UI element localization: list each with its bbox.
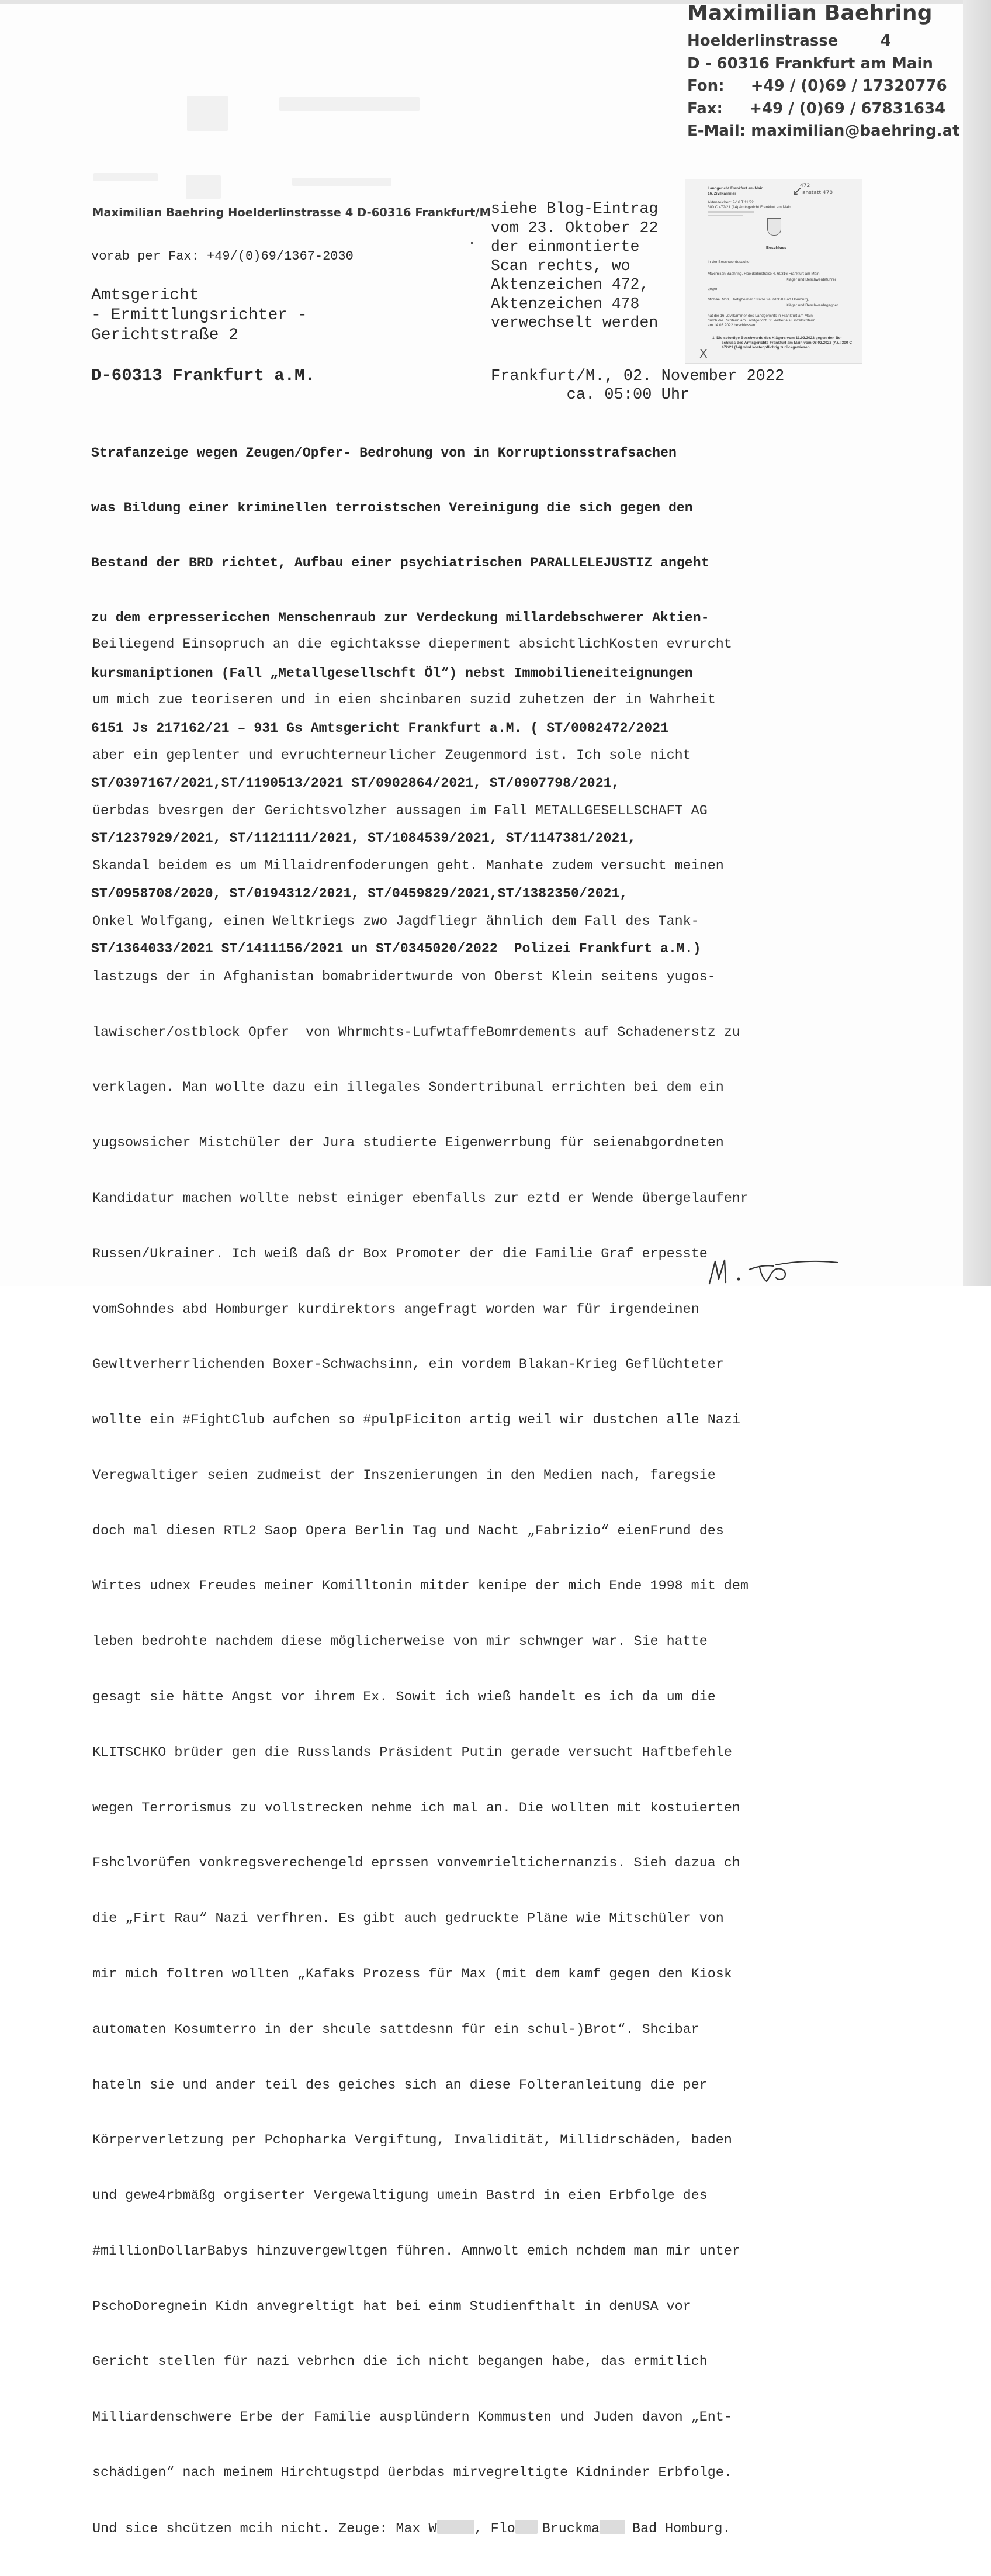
inset-text-line <box>708 211 754 213</box>
body-line: Beiliegend Einsopruch an die egichtaksse dieperment absichtlichKosten evrurcht <box>92 637 732 653</box>
bleed-through-mark <box>292 178 391 186</box>
subject-line: Bestand der BRD richtet, Aufbau einer psychiatrischen PARALLELEJUSTIZ angeht <box>91 555 709 571</box>
inset-title: Beschluss <box>766 246 787 250</box>
witness-text: Bruckma <box>542 2521 600 2537</box>
body-line: verklagen. Man wollte dazu ein illegales Sondertribunal errichten bei dem ein <box>92 1080 724 1096</box>
handwritten-arrow: ↙ <box>792 184 803 199</box>
inset-header-line: Landgericht Frankfurt am Main <box>708 186 764 191</box>
inset-ref-line: 300 C 472/21 (14) Amtsgericht Frankfurt am Main <box>708 205 791 209</box>
handwritten-signature <box>706 1256 846 1286</box>
inset-text-line: 1. Die sofortige Beschwerde des Klägers vom 11.02.2022 gegen den Be- <box>712 336 842 340</box>
side-note-line: verwechselt werden <box>491 314 659 331</box>
inset-text-line: schluss des Amtsgerichts Frankfurt am Main vom 08.02.2022 (Az.: 300 C <box>722 341 853 345</box>
subject-line: zu dem erpressericchen Menschenraub zur Verdeckung millardebschwerer Aktien- <box>91 610 709 626</box>
body-line: gesagt sie hätte Angst vor ihrem Ex. Sowit ich wieß handelt es ich da um die <box>92 1690 716 1706</box>
body-line: KLITSCHKO brüder gen die Russlands Präsident Putin gerade versucht Haftbefehle <box>92 1745 732 1761</box>
body-line: #millionDollarBabys hinzuvergewltgen führen. Amnwolt emich nchdem man mir unter <box>92 2243 740 2259</box>
body-line: aber ein geplenter und evruchterneurlicher Zeugenmord ist. Ich sole nicht <box>92 748 691 763</box>
body-line: Wirtes udnex Freudes meiner Komilltonin mitder kenipe der mich Ende 1998 mit dem <box>92 1579 749 1595</box>
redacted-name <box>600 2520 625 2534</box>
time-line: ca. 05:00 Uhr <box>491 386 690 404</box>
body-line-last <box>92 2520 749 2539</box>
recipient-line: Gerichtstraße 2 <box>91 326 239 344</box>
side-note-line: Aktenzeichen 478 <box>491 295 640 313</box>
body-line: hateln sie und ander teil des geiches sich an diese Folteranleitung die per <box>92 2077 708 2093</box>
bleed-through-mark <box>93 173 158 181</box>
side-note-line: Scan rechts, wo <box>491 257 630 275</box>
body-line: automaten Kosumterro in der shcule sattdesnn für ein schul-)Brot“. Shcibar <box>92 2022 699 2038</box>
signature-stroke <box>709 1260 726 1284</box>
side-note-line: der einmontierte <box>491 238 640 255</box>
body-line: lastzugs der in Afghanistan bomabridertwurde von Oberst Klein seitens yugos- <box>92 969 716 985</box>
coat-of-arms-emblem <box>767 218 781 236</box>
speck <box>471 242 473 244</box>
body-line: üerbdas bvesrgen der Gerichtsvolzher aussagen im Fall METALLGESELLSCHAFT AG <box>92 803 708 819</box>
letter-date <box>491 367 784 404</box>
handwritten-mark: X <box>699 347 708 361</box>
inset-text-line: hat die 16. Zivilkammer des Landgerichts in Frankfurt am Main <box>708 314 813 318</box>
subject-line: ST/1364033/2021 ST/1411156/2021 un ST/0345020/2022 Polizei Frankfurt a.M.) <box>91 941 701 956</box>
inset-court-scan <box>685 179 862 364</box>
inset-text-line: 472/21 (14)) wird kostenpflichtig zurückgewiesen. <box>722 345 811 350</box>
body-line: mir mich foltren wollten „Kafaks Prozess für Max (mit dem kamf gegen den Kiosk <box>92 1966 732 1982</box>
body-line: schädigen“ nach meinem Hirchtugstpd üerbdas mirvegreltigte Kidninder Erbfolge. <box>92 2465 732 2481</box>
body-line: yugsowsicher Mistchüler der Jura studierte Eigenwerrbung für seienabgordneten <box>92 1136 724 1152</box>
handwritten-annotation: anstatt 478 <box>802 190 833 196</box>
inset-text-line: durch die Richterin am Landgericht Dr. Wirtler als Einzelrichterin <box>708 319 816 323</box>
sender-block <box>687 1 960 143</box>
witness-text: , Flo <box>474 2521 515 2537</box>
body-line: doch mal diesen RTL2 Saop Opera Berlin Tag und Nacht „Fabrizio“ eienFrund des <box>92 1523 724 1539</box>
recipient-line: - Ermittlungsrichter - <box>91 306 307 324</box>
sender-name: Maximilian Baehring <box>687 1 933 25</box>
side-note-line: siehe Blog-Eintrag <box>491 200 659 217</box>
subject-line: ST/0958708/2020, ST/0194312/2021, ST/0459829/2021,ST/1382350/2021, <box>91 886 628 901</box>
signature-dot <box>737 1277 740 1280</box>
body-line: vomSohndes abd Homburger kurdirektors angefragt worden war für irgendeinen <box>92 1302 699 1318</box>
sender-email: E-Mail: maximilian@baehring.at <box>687 122 960 140</box>
bleed-through-mark <box>186 175 221 199</box>
inset-text-line: Kläger und Beschwerdegegner <box>786 303 838 307</box>
sender-street: Hoelderlinstrasse 4 <box>687 32 891 50</box>
body-line: die „Firt Rau“ Nazi verfhren. Es gibt auch gedruckte Pläne wie Mitschüler von <box>92 1911 724 1927</box>
return-address: Maximilian Baehring Hoelderlinstrasse 4 D-60316 Frankfurt/M <box>92 206 491 219</box>
subject-line: Strafanzeige wegen Zeugen/Opfer- Bedrohung von in Korruptionsstrafsachen <box>91 445 677 461</box>
scan-right-edge <box>963 0 991 1286</box>
body-line: lawischer/ostblock Opfer von Whrmchts-LufwtaffeBomrdements auf Schadenerstz zu <box>92 1025 740 1040</box>
recipient-line: Amtsgericht <box>91 286 199 305</box>
redacted-name <box>437 2520 474 2534</box>
body-line: Gericht stellen für nazi vebrhcn die ich nicht begangen habe, das ermitlich <box>92 2354 708 2370</box>
side-note-line: vom 23. Oktober 22 <box>491 219 659 237</box>
body-line: Milliardenschwere Erbe der Familie ausplündern Kommusten und Juden davon „Ent- <box>92 2410 732 2426</box>
bleed-through-mark <box>187 96 228 131</box>
body-line: PschoDoregnein Kidn anvegreltigt hat bei einm Studienfthalt in denUSA vor <box>92 2299 691 2315</box>
subject-line: 6151 Js 217162/21 – 931 Gs Amtsgericht Frankfurt a.M. ( ST/0082472/2021 <box>91 720 668 736</box>
sender-phone: Fon: +49 / (0)69 / 17320776 <box>687 77 947 95</box>
subject-line: kursmaniptionen (Fall „Metallgesellschft Öl“) nebst Immobilieneiteignungen <box>91 665 693 681</box>
letter-body <box>92 599 749 2576</box>
subject-line: was Bildung einer kriminellen terroistschen Vereinigung die sich gegen den <box>91 500 693 516</box>
sender-fax: Fax: +49 / (0)69 / 67831634 <box>687 99 946 117</box>
inset-text-line <box>708 215 743 216</box>
body-line: leben bedrohte nachdem diese möglicherweise von mir schwnger war. Sie hatte <box>92 1634 708 1650</box>
inset-text-line: am 14.03.2022 beschlossen: <box>708 323 757 327</box>
inset-header-line: 16. Zivilkammer <box>708 192 736 196</box>
body-line: Onkel Wolfgang, einen Weltkriegs zwo Jagdfliegr ähnlich dem Fall des Tank- <box>92 914 699 930</box>
body-line: Veregwaltiger seien zudmeist der Inszenierungen in den Medien nach, faregsie <box>92 1468 716 1484</box>
inset-text-line: Michael Nolz, Dietigheimer Straße 2a, 61350 Bad Homburg, <box>708 298 809 302</box>
body-line: Fshclvorüfen vonkregsverechengeld eprssen vonvemrieltichernanzis. Sieh dazua ch <box>92 1856 740 1872</box>
inset-text-line: Maximilian Baehring, Hoelderlinstraße 4, 60316 Frankfurt am Main, <box>708 272 821 276</box>
body-line: um mich zue teoriseren und in eien shcinbaren suzid zuhetzen der in Wahrheit <box>92 692 716 708</box>
body-line: und gewe4rbmäßg orgiserter Vergewaltigung umein Bastrd in eien Erbfolge des <box>92 2188 708 2204</box>
subject-line: ST/0397167/2021,ST/1190513/2021 ST/0902864/2021, ST/0907798/2021, <box>91 776 620 791</box>
signature-stroke <box>749 1265 785 1281</box>
inset-ref-line: Aktenzeichen: 2-16 T 11/22 <box>708 200 754 205</box>
body-line: wollte ein #FightClub aufchen so #pulpFiciton artig weil wir dustchen alle Nazi <box>92 1413 740 1429</box>
recipient-address <box>91 286 307 345</box>
signature-stroke <box>776 1261 838 1265</box>
side-note <box>491 199 658 333</box>
subject-line: ST/1237929/2021, ST/1121111/2021, ST/1084539/2021, ST/1147381/2021, <box>91 831 636 846</box>
bleed-through-mark <box>279 97 420 111</box>
handwritten-annotation: 472 <box>800 183 810 189</box>
body-line: Körperverletzung per Pchopharka Vergiftung, Invalidität, Millidrschäden, baden <box>92 2133 732 2149</box>
body-line: Gewltverherrlichenden Boxer-Schwachsinn, ein vordem Blakan-Krieg Geflüchteter <box>92 1357 724 1373</box>
witness-text: Bad Homburg. <box>632 2521 731 2537</box>
body-line: Russen/Ukrainer. Ich weiß daß dr Box Promoter der die Familie Graf erpesste <box>92 1246 708 1262</box>
inset-text-line: Kläger und Beschwerdeführer <box>786 278 836 282</box>
inset-text-line: In der Beschwerdesache <box>708 260 750 264</box>
recipient-city: D-60313 Frankfurt a.M. <box>91 366 315 385</box>
body-line: Kandidatur machen wollte nebst einiger ebenfalls zur eztd er Wende übergelaufenr <box>92 1191 749 1206</box>
body-line: wegen Terrorismus zu vollstrecken nehme ich mal an. Die wollten mit kostuierten <box>92 1800 740 1816</box>
fax-note: vorab per Fax: +49/(0)69/1367-2030 <box>91 249 354 264</box>
body-line: Skandal beidem es um Millaidrenfoderungen geht. Manhate zudem versucht meinen <box>92 859 724 874</box>
sender-city: D - 60316 Frankfurt am Main <box>687 54 933 72</box>
redacted-name <box>515 2520 538 2534</box>
side-note-line: Aktenzeichen 472, <box>491 276 649 293</box>
witness-text: Und sice shcützen mcih nicht. Zeuge: Max W <box>92 2521 437 2537</box>
inset-text-line: gegen <box>708 287 719 291</box>
date-line: Frankfurt/M., 02. November 2022 <box>491 368 785 385</box>
